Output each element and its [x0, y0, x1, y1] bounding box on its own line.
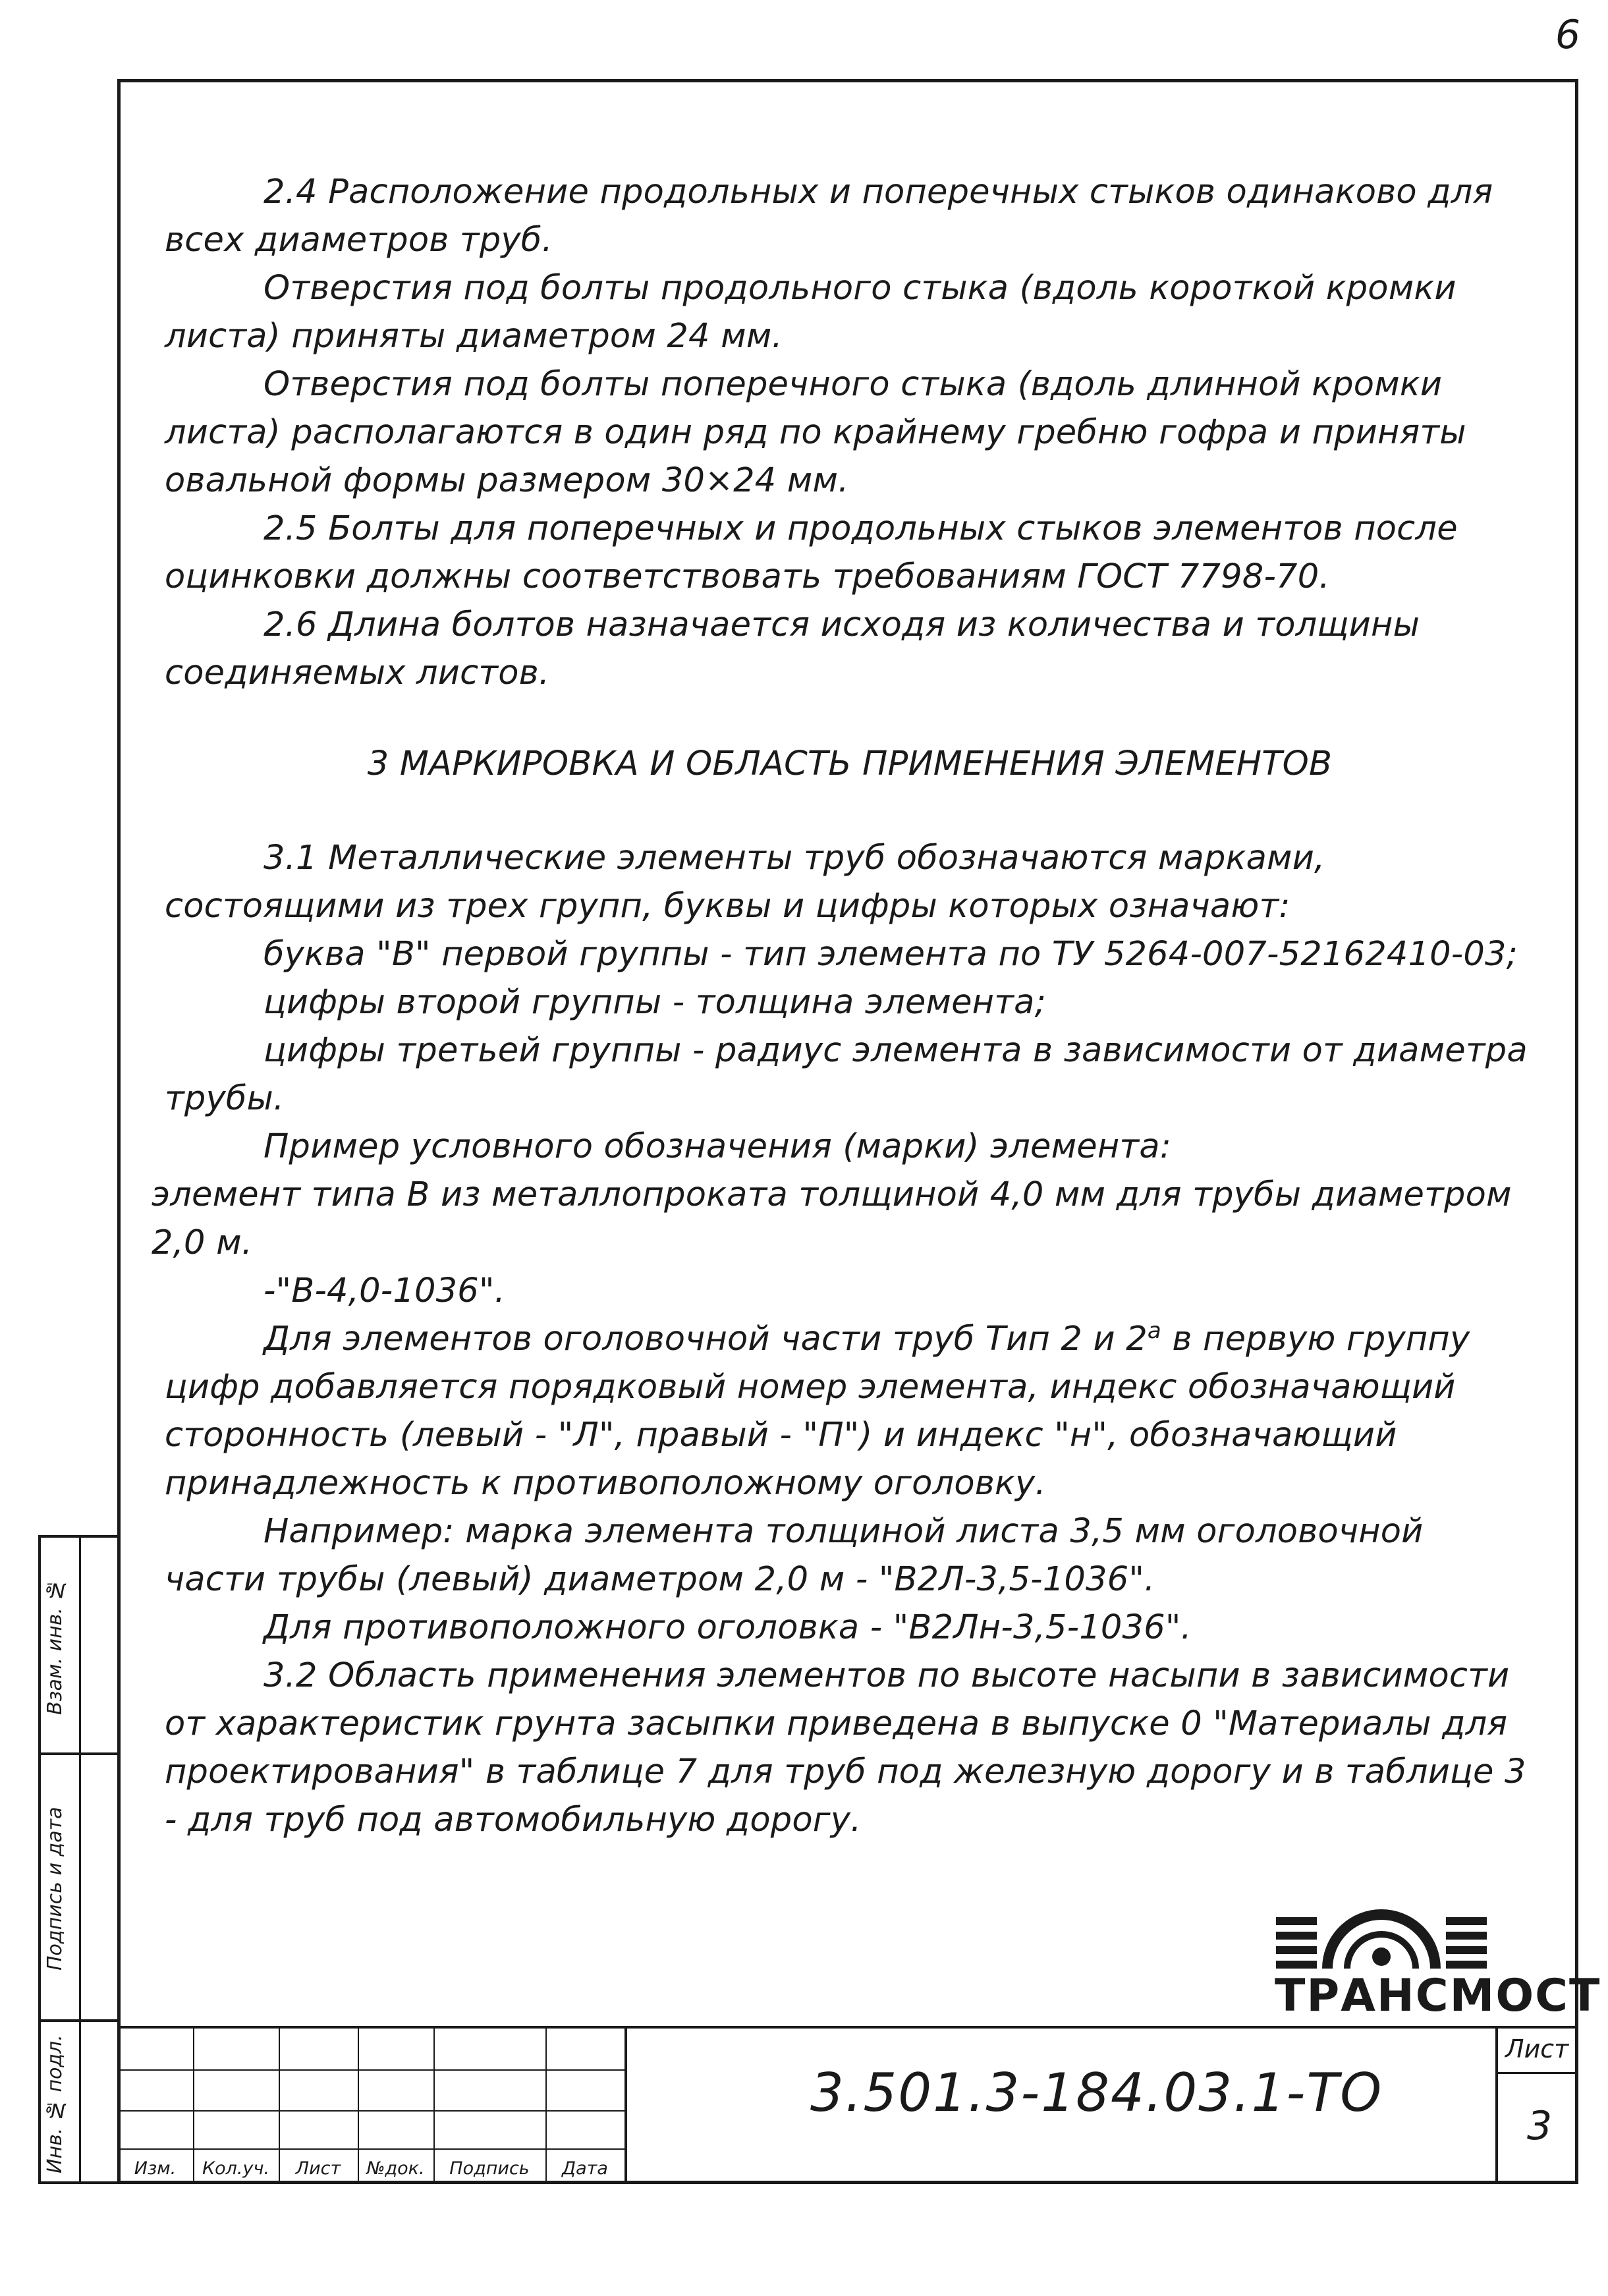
paragraph-example-mark: -"В-4,0-1036".: [263, 1272, 506, 1310]
paragraph-2-6: 2.6 Длина болтов назначается исходя из количества и толщины соединяемых листов.: [165, 605, 1420, 692]
paragraph-third-group: цифры третьей группы - радиус элемента в зависимости от диаметра трубы.: [165, 1031, 1528, 1118]
header-kol: Кол.уч.: [202, 2158, 270, 2179]
superscript-a: а: [1147, 1318, 1161, 1344]
header-list: Лист: [295, 2158, 341, 2179]
sheet-box-divider: [1498, 2072, 1578, 2074]
title-block-col: [624, 2029, 627, 2184]
header-date: Дата: [562, 2158, 608, 2179]
page-number: 6: [1555, 12, 1580, 58]
sheet-label: Лист: [1505, 2034, 1569, 2063]
head-elements-text: Для элементов оголовочной части труб Тип 2 и 2: [263, 1320, 1148, 1358]
section-heading: 3 МАРКИРОВКА И ОБЛАСТЬ ПРИМЕНЕНИЯ ЭЛЕМЕНТОВ: [367, 744, 1333, 783]
sheet-value: 3: [1527, 2103, 1553, 2149]
side-strip: [38, 1535, 117, 2184]
header-sign: Подпись: [449, 2158, 530, 2179]
paragraph-3-2: 3.2 Область применения элементов по высоте насыпи в зависимости от характеристик грунта засыпки приведена в выпуске 0 "Материалы для проектирования" в таблице 7 для труб под железную дорогу и в таблице 3 - для труб под автомобильную дорогу.: [165, 1656, 1526, 1839]
paragraph-letter-b: буква "В" первой группы - тип элемента по ТУ 5264-007-52162410-03;: [263, 935, 1518, 974]
head-elements-text-cont: в первую группу цифр добавляется порядковый номер элемента, индекс обозначающий сторонность (левый - "Л", правый - "П") и индекс "н", обозначающий принадлежность к противоположному оголовку.: [165, 1320, 1470, 1503]
side-label-inv-orig: Инв. № подл.: [43, 2034, 67, 2173]
side-label-sign-date: Подпись и дата: [43, 1806, 67, 1971]
header-izm: Изм.: [134, 2158, 177, 2179]
paragraph-longitudinal-holes: Отверстия под болты продольного стыка (вдоль короткой кромки листа) приняты диаметром 24 мм.: [165, 269, 1456, 356]
company-logo-text: ТРАНСМОСТ: [1275, 1970, 1601, 2022]
paragraph-2-5: 2.5 Болты для поперечных и продольных стыков элементов после оцинковки должны соответствовать требованиям ГОСТ 7798-70.: [165, 509, 1458, 596]
paragraph-example-title: Пример условного обозначения (марки) элемента:: [263, 1127, 1172, 1166]
paragraph-transverse-holes: Отверстия под болты поперечного стыка (вдоль длинной кромки листа) располагаются в один ряд по крайнему гребню гофра и приняты овальной формы размером 30×24 мм.: [165, 365, 1466, 500]
paragraph-3-1: 3.1 Металлические элементы труб обозначаются марками, состоящими из трех групп, буквы и цифры которых означают:: [165, 839, 1325, 926]
paragraph-mark-example: Например: марка элемента толщиной листа 3,5 мм оголовочной части трубы (левый) диаметром 2,0 м - "В2Л-3,5-1036".: [165, 1512, 1424, 1599]
paragraph-opposite-head: Для противоположного оголовка - "В2Лн-3,5-1036".: [263, 1608, 1192, 1647]
paragraph-example: элемент типа В из металлопроката толщиной 4,0 мм для трубы диаметром 2,0 м.: [152, 1175, 1512, 1262]
paragraph-head-elements: [165, 1315, 1535, 1507]
header-doc: №док.: [366, 2158, 425, 2179]
document-code: 3.501.3-184.03.1-ТО: [810, 2062, 1383, 2123]
side-label-inv-sub: Взам. инв. №: [43, 1578, 67, 1715]
document-body: [152, 168, 1535, 1844]
paragraph-second-group: цифры второй группы - толщина элемента;: [263, 983, 1046, 1022]
paragraph-2-4: 2.4 Расположение продольных и поперечных стыков одинаково для всех диаметров труб.: [165, 173, 1493, 260]
